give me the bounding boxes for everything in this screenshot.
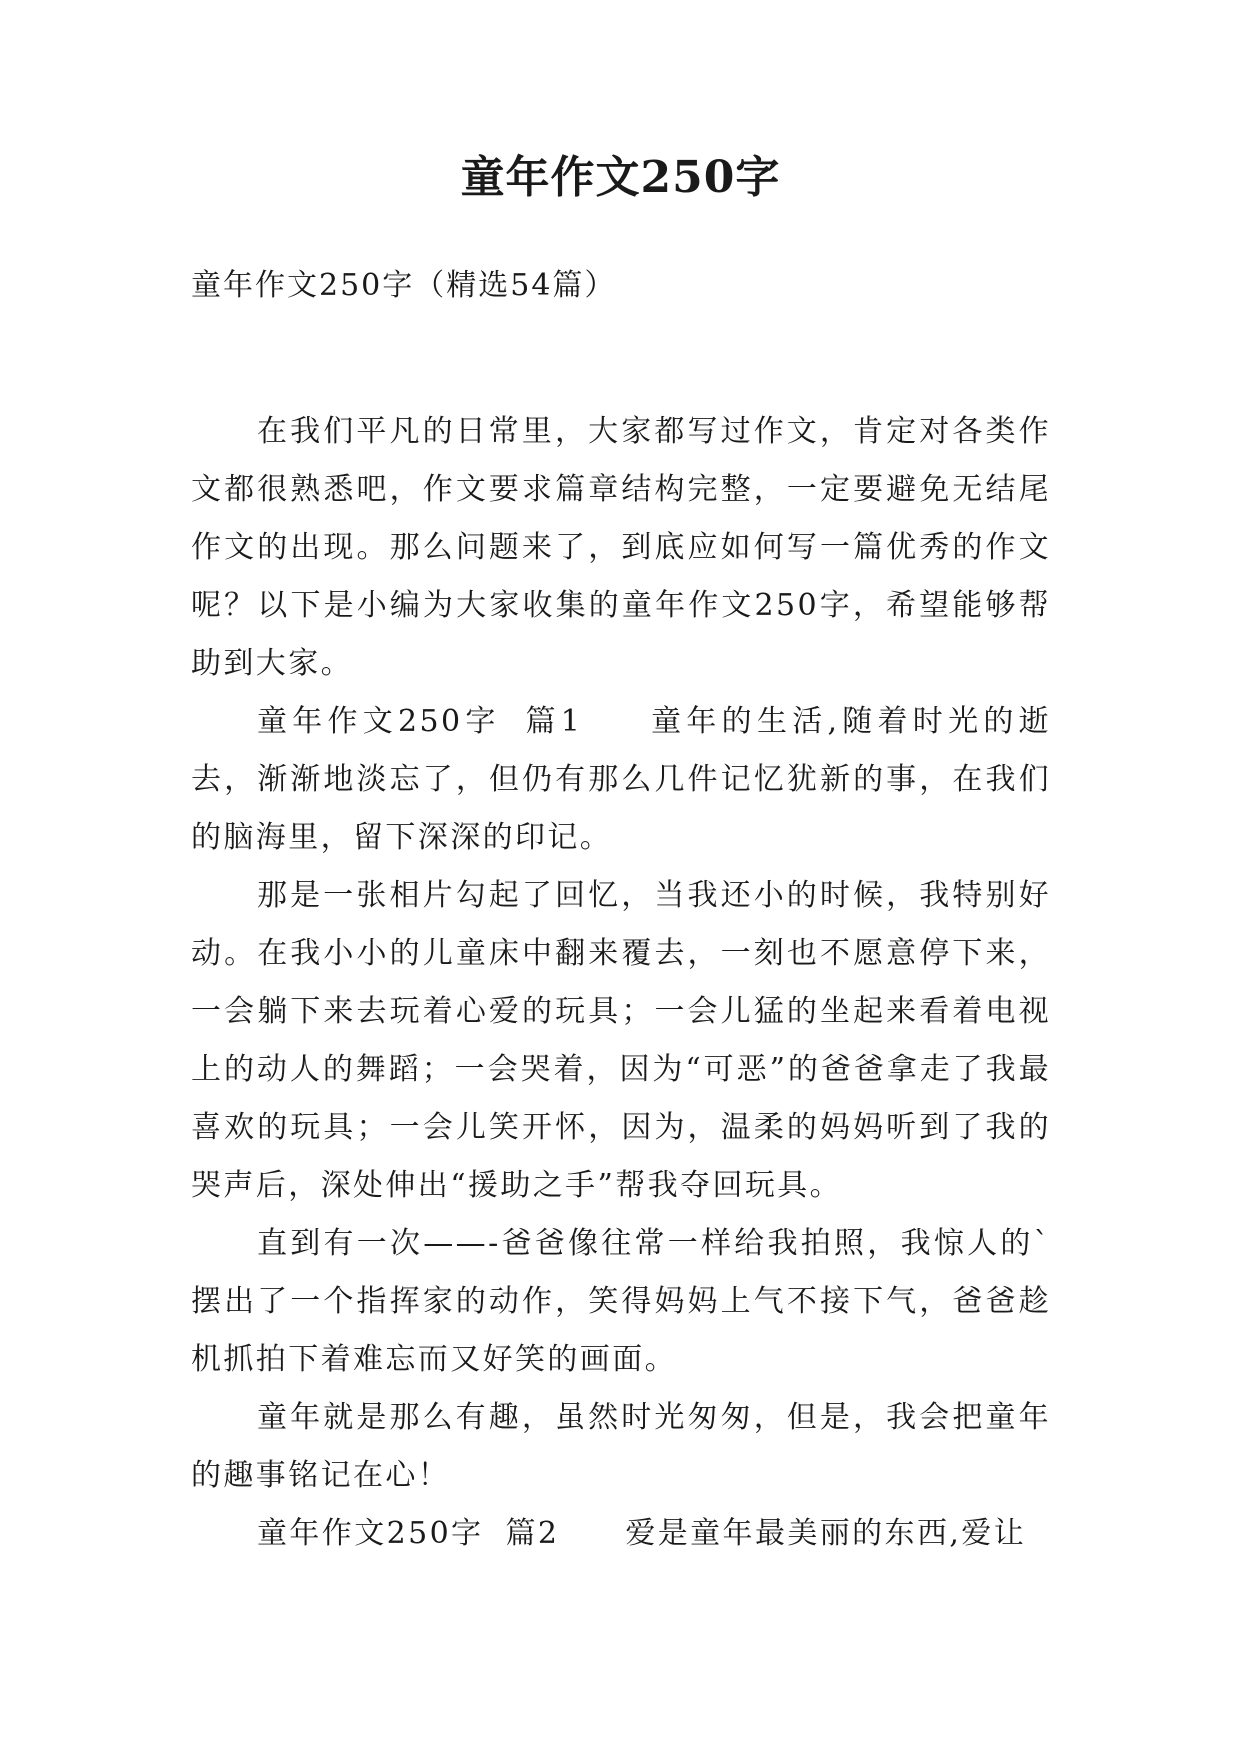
essay-1-paragraph-3: 直到有一次——-爸爸像往常一样给我拍照，我惊人的`摆出了一个指挥家的动作，笑得妈妈上气不接下气，爸爸趁机抓拍下着难忘而又好笑的画面。 (191, 1226, 1051, 1377)
document-subtitle: 童年作文250字（精选54篇） (191, 268, 617, 303)
essay-1-label: 篇1 (522, 704, 583, 739)
essay-1-lead: 童年的生活,随着时光的逝去，渐渐地淡忘了，但仍有那么几件记忆犹新的事，在我们的脑海里，留下深深的印记。 (191, 704, 1051, 855)
essay-2-first-paragraph (191, 1505, 1051, 1563)
essay-1-first-paragraph (191, 693, 1051, 867)
document-title: 童年作文250字 (460, 152, 781, 203)
document-body (191, 403, 1051, 1563)
essay-1-heading: 童年作文250字 (257, 704, 501, 739)
essay-1-paragraph-4: 童年就是那么有趣，虽然时光匆匆，但是，我会把童年的趣事铭记在心！ (191, 1400, 1051, 1493)
essay-2-heading: 童年作文250字 (257, 1516, 484, 1551)
intro-paragraph: 在我们平凡的日常里，大家都写过作文，肯定对各类作文都很熟悉吧，作文要求篇章结构完整，一定要避免无结尾作文的出现。那么问题来了，到底应如何写一篇优秀的作文呢？以下是小编为大家收集的童年作文250字，希望能够帮助到大家。 (191, 414, 1051, 681)
essay-2-label: 篇2 (505, 1516, 560, 1551)
essay-2-lead: 爱是童年最美丽的东西,爱让 (625, 1516, 1027, 1551)
essay-1-paragraph-2: 那是一张相片勾起了回忆，当我还小的时候，我特别好动。在我小小的儿童床中翻来覆去，一刻也不愿意停下来，一会躺下来去玩着心爱的玩具；一会儿猛的坐起来看着电视上的动人的舞蹈；一会哭着，因为“可恶”的爸爸拿走了我最喜欢的玩具；一会儿笑开怀，因为，温柔的妈妈听到了我的哭声后，深处伸出“援助之手”帮我夺回玩具。 (191, 878, 1051, 1203)
